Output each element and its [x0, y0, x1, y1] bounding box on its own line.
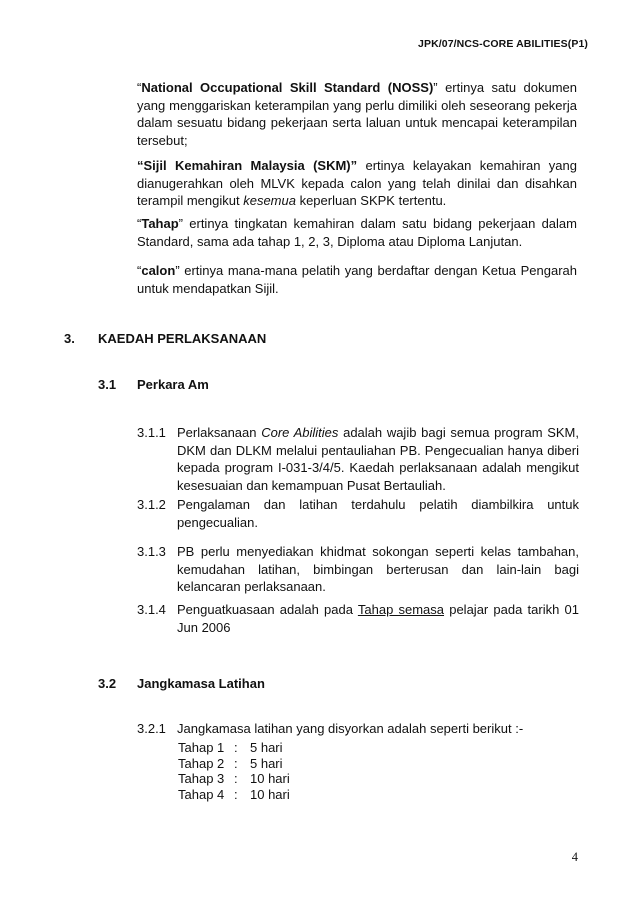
level-cell: Tahap 4	[178, 786, 225, 802]
close-quote: ”	[178, 216, 184, 231]
clause-body: Perlaksanaan Core Abilities adalah wajib bagi semua program SKM, DKM dan DLKM melalui pentauliahan PB. Pengecualian hanya diberi kepada program I-031-3/4/5. Kaedah perlaksanaan adalah mengikut kesesuaian dan kemampuan Pusat Bertauliah.	[177, 425, 579, 493]
definition-tahap	[137, 215, 577, 250]
table-row	[178, 787, 290, 803]
close-quote: ”	[175, 263, 180, 278]
definition-noss	[137, 79, 577, 149]
clause-3-1-3	[137, 543, 579, 596]
clause-number: 3.1.2	[137, 497, 166, 512]
definition-term: “Sijil Kemahiran Malaysia (SKM)”	[137, 158, 358, 173]
table-row	[178, 771, 290, 787]
separator-cell: :	[234, 771, 238, 786]
level-cell: Tahap 3	[178, 771, 225, 786]
duration-cell: 10 hari	[250, 771, 290, 786]
duration-cell: 10 hari	[250, 786, 290, 802]
clause-body: Jangkamasa latihan yang disyorkan adalah seperti berikut :-	[177, 721, 524, 736]
clause-3-2-1	[137, 720, 579, 738]
table-row	[178, 740, 290, 756]
open-quote: “	[137, 216, 142, 231]
clause-underlined-term: Tahap semasa	[357, 602, 445, 617]
page-number: 4	[571, 850, 578, 864]
close-quote: ”	[433, 80, 438, 95]
clause-3-1-2	[137, 496, 579, 531]
separator-cell: :	[234, 786, 238, 802]
separator-cell: :	[234, 740, 238, 755]
section-3-1-number: 3.1	[98, 377, 117, 392]
training-duration-table	[178, 740, 290, 802]
definition-term: National Occupational Skill Standard (NOSS)	[141, 80, 434, 95]
level-cell: Tahap 2	[178, 755, 225, 771]
definition-text: ertinya satu dokumen yang menggariskan keterampilan yang perlu dimiliki oleh seseorang pekerja dalam sesuatu bidang pekerjaan serta laluan untuk mencapai keterampilan tersebut;	[137, 80, 578, 148]
section-3-1-title: Perkara Am	[137, 377, 209, 392]
section-3-title: KAEDAH PERLAKSANAAN	[98, 331, 267, 346]
clause-number: 3.1.3	[137, 544, 166, 559]
clause-body: PB perlu menyediakan khidmat sokongan seperti kelas tambahan, kemudahan latihan, bimbingan berterusan dan lain-lain bagi kelancaran perlaksanaan.	[177, 544, 579, 594]
definition-skm	[137, 157, 577, 210]
clause-body: Pengalaman dan latihan terdahulu pelatih diambilkira untuk pengecualian.	[177, 497, 579, 530]
definition-text-end: keperluan SKPK tertentu.	[295, 193, 447, 208]
clause-number: 3.2.1	[137, 721, 166, 736]
definition-term: Tahap	[141, 216, 179, 231]
clause-body: Penguatkuasaan adalah pada Tahap semasa pelajar pada tarikh 01 Jun 2006	[177, 602, 579, 635]
document-code-header: JPK/07/NCS-CORE ABILITIES(P1)	[418, 38, 588, 50]
open-quote: “	[137, 263, 142, 278]
level-cell: Tahap 1	[178, 740, 225, 755]
section-3-2-number: 3.2	[98, 676, 117, 691]
duration-cell: 5 hari	[250, 755, 283, 771]
clause-number: 3.1.1	[137, 425, 166, 440]
clause-3-1-1	[137, 424, 579, 494]
definition-text: ertinya mana-mana pelatih yang berdaftar dengan Ketua Pengarah untuk mendapatkan Sijil.	[137, 263, 577, 296]
section-3-number: 3.	[64, 331, 75, 346]
clause-emphasis: Core Abilities	[261, 425, 339, 440]
definition-text: ertinya tingkatan kemahiran dalam satu bidang pekerjaan dalam Standard, sama ada tahap 1, 2, 3, Diploma atau Diploma Lanjutan.	[137, 216, 577, 249]
duration-cell: 5 hari	[250, 740, 283, 755]
section-3-2-title: Jangkamasa Latihan	[137, 676, 265, 691]
definition-text: ertinya kelayakan kemahiran yang dianugerahkan oleh MLVK kepada calon yang telah dinilai dan disahkan terampil mengikut	[137, 158, 577, 208]
definition-term: calon	[141, 263, 176, 278]
definition-calon	[137, 262, 577, 297]
clause-number: 3.1.4	[137, 602, 166, 617]
open-quote: “	[137, 80, 142, 95]
separator-cell: :	[234, 755, 238, 771]
clause-3-1-4	[137, 601, 579, 636]
definition-emphasis: kesemua	[243, 193, 296, 208]
table-row	[178, 756, 290, 772]
